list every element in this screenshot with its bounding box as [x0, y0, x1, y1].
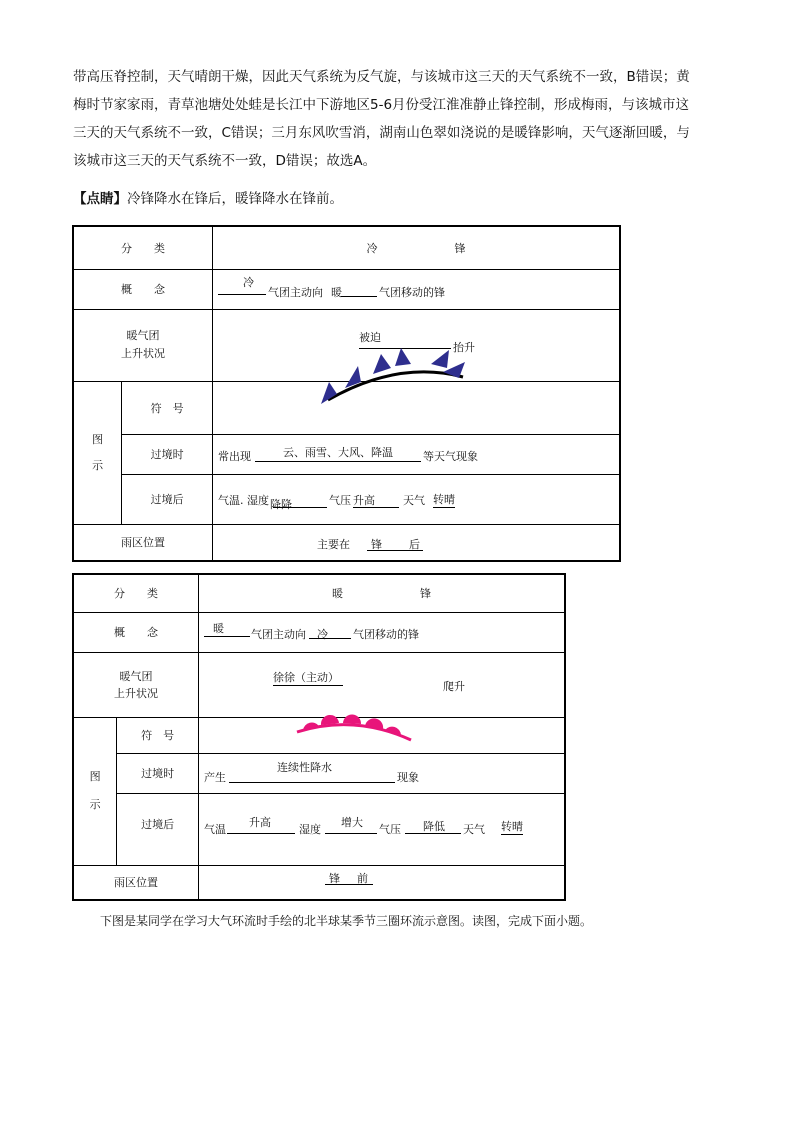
cold-rain-fill1: 锋 [370, 537, 382, 551]
warm-concept-mid: 气团主动向 [251, 627, 306, 641]
cold-concept-post: 气团移动的锋 [378, 285, 445, 299]
cold-after-underline1 [273, 495, 327, 508]
paragraph-line: 梅时节家家雨，青草池塘处处蛙是长江中下游地区5-6月份受江淮准静止锋控制，形成梅雨，与该城市这 [73, 97, 690, 113]
warm-passing-post: 现象 [397, 770, 419, 784]
cold-passing-fill: 云、雨雪、大风、降温 [282, 445, 393, 459]
cold-after-text3: 天气 [402, 493, 425, 507]
warm-concept-cell [199, 612, 566, 652]
cold-rise-post: 抬升 [452, 340, 475, 354]
cold-diagram-label-1: 图 [92, 432, 104, 446]
warm-after-fill4: 转晴 [501, 819, 523, 833]
paragraph-line: 带高压脊控制，天气晴朗干燥，因此天气系统为反气旋，与该城市这三天的天气系统不一致，B错误；黄 [73, 69, 690, 85]
warm-after-text4: 天气 [463, 822, 485, 836]
warm-concept-underline1 [204, 624, 250, 637]
warm-after-cell [199, 793, 566, 865]
warm-after-label: 过境后 [117, 793, 199, 865]
warm-diagram-label-2: 示 [89, 798, 101, 811]
cold-passing-pre: 常出现 [217, 449, 251, 463]
cold-symbol-cell [212, 381, 620, 434]
warm-passing-label: 过境时 [117, 753, 199, 793]
warm-concept-fill2: 冷 [317, 627, 328, 641]
warm-front-symbol [199, 718, 567, 754]
cold-passing-post: 等天气现象 [422, 449, 478, 463]
warm-after-fill3: 降低 [423, 819, 445, 833]
cold-passing-label: 过境时 [122, 434, 213, 474]
cold-concept-fill2: 暖 [330, 285, 342, 299]
tip-text: 冷锋降水在锋后，暖锋降水在锋前。 [127, 191, 343, 207]
cold-rain-cell [212, 524, 620, 561]
warm-after-underline3 [405, 821, 461, 834]
cold-diagram-label-2: 示 [92, 458, 104, 472]
cold-after-fill2: 升高 [352, 493, 375, 507]
cold-after-text1: 气温. 湿度 [217, 493, 269, 507]
cold-after-cell [212, 474, 620, 524]
cold-symbol-label: 符 号 [122, 381, 213, 434]
cold-front-triangle [373, 354, 391, 374]
warm-rise-label-1: 暖气团 [119, 669, 153, 683]
warm-after-underline1 [227, 821, 295, 834]
warm-symbol-label: 符 号 [117, 717, 199, 753]
cold-rain-pre: 主要在 [316, 537, 350, 551]
explanation-paragraph [73, 64, 723, 174]
cold-concept-fill1: 冷 [242, 275, 254, 289]
warm-after-text2: 湿度 [299, 822, 321, 836]
cold-after-text2: 气压 [328, 493, 351, 507]
cold-after-fill1: 降降 [269, 497, 292, 511]
warm-concept-fill1: 暖 [213, 621, 224, 635]
warm-after-text3: 气压 [379, 822, 401, 836]
cold-rain-underline [367, 538, 423, 551]
warm-rain-fill1: 锋 [329, 871, 340, 885]
warm-rain-cell [199, 865, 566, 900]
cold-rise-fill: 被迫 [358, 330, 381, 344]
warm-concept-label: 概 念 [73, 612, 199, 652]
cold-after-label: 过境后 [122, 474, 213, 524]
tip-line [73, 186, 343, 212]
next-question-intro: 下图是某同学在学习大气环流时手绘的北半球某季节三圈环流示意图。读图，完成下面小题。 [100, 914, 593, 928]
warm-passing-cell [199, 753, 566, 793]
tip-label: 【点睛】 [73, 191, 127, 207]
cold-concept-mid: 气团主动向 [267, 285, 323, 299]
warm-symbol-cell [199, 717, 566, 753]
cold-rise-underline [359, 336, 451, 349]
warm-after-fill1: 升高 [249, 815, 271, 829]
paragraph-line: 该城市这三天的天气系统不一致，D错误；故选A。 [73, 153, 377, 169]
cold-front-triangle [431, 350, 449, 368]
warm-rise-label [73, 652, 199, 717]
warm-rise-cell [199, 652, 566, 717]
warm-rain-underline [325, 872, 373, 885]
warm-passing-fill: 连续性降水 [277, 760, 332, 774]
cold-concept-cell [212, 269, 620, 309]
warm-diagram-label-1: 图 [89, 770, 101, 783]
cold-after-fill3: 转晴 [432, 492, 455, 506]
warm-concept-post: 气团移动的锋 [353, 627, 419, 641]
cold-header-value: 冷 锋 [212, 226, 620, 269]
paragraph-line: 三天的天气系统不一致，C错误；三月东风吹雪消，湖南山色翠如浇说的是暖锋影响，天气逐渐回暖，与 [73, 125, 690, 141]
cold-rise-label-1: 暖气团 [126, 329, 160, 342]
warm-front-table [72, 573, 566, 901]
warm-after-underline2 [325, 821, 377, 834]
warm-rain-fill2: 前 [357, 871, 368, 885]
cold-passing-cell [212, 434, 620, 474]
cold-rise-label-2: 上升状况 [120, 347, 165, 360]
cold-rain-fill2: 后 [408, 537, 420, 551]
warm-passing-underline [229, 770, 395, 783]
cold-after-underline2 [353, 495, 399, 508]
cold-concept-underline1 [218, 282, 266, 295]
cold-rise-label [73, 309, 212, 381]
cold-rain-label: 雨区位置 [73, 524, 212, 561]
cold-concept-underline2 [341, 284, 377, 297]
warm-rise-post: 爬升 [443, 679, 465, 693]
warm-rise-fill: 徐徐（主动） [273, 670, 339, 684]
warm-passing-pre: 产生 [204, 770, 226, 784]
cold-passing-underline [255, 449, 421, 462]
cold-concept-label: 概 念 [73, 269, 212, 309]
cold-front-table [72, 225, 621, 562]
warm-header-label: 分 类 [73, 574, 199, 612]
warm-header-value: 暖 锋 [199, 574, 566, 612]
warm-rise-underline [273, 673, 343, 686]
cold-header-label: 分 类 [73, 226, 212, 269]
warm-rise-label-2: 上升状况 [114, 686, 158, 700]
warm-concept-underline2 [309, 626, 351, 639]
warm-rain-label: 雨区位置 [73, 865, 199, 900]
warm-after-fill2: 增大 [341, 815, 363, 829]
cold-front-symbol [213, 352, 622, 405]
cold-diagram-label [73, 381, 122, 524]
warm-after-text1: 气温 [204, 822, 226, 836]
warm-diagram-label [73, 717, 117, 865]
